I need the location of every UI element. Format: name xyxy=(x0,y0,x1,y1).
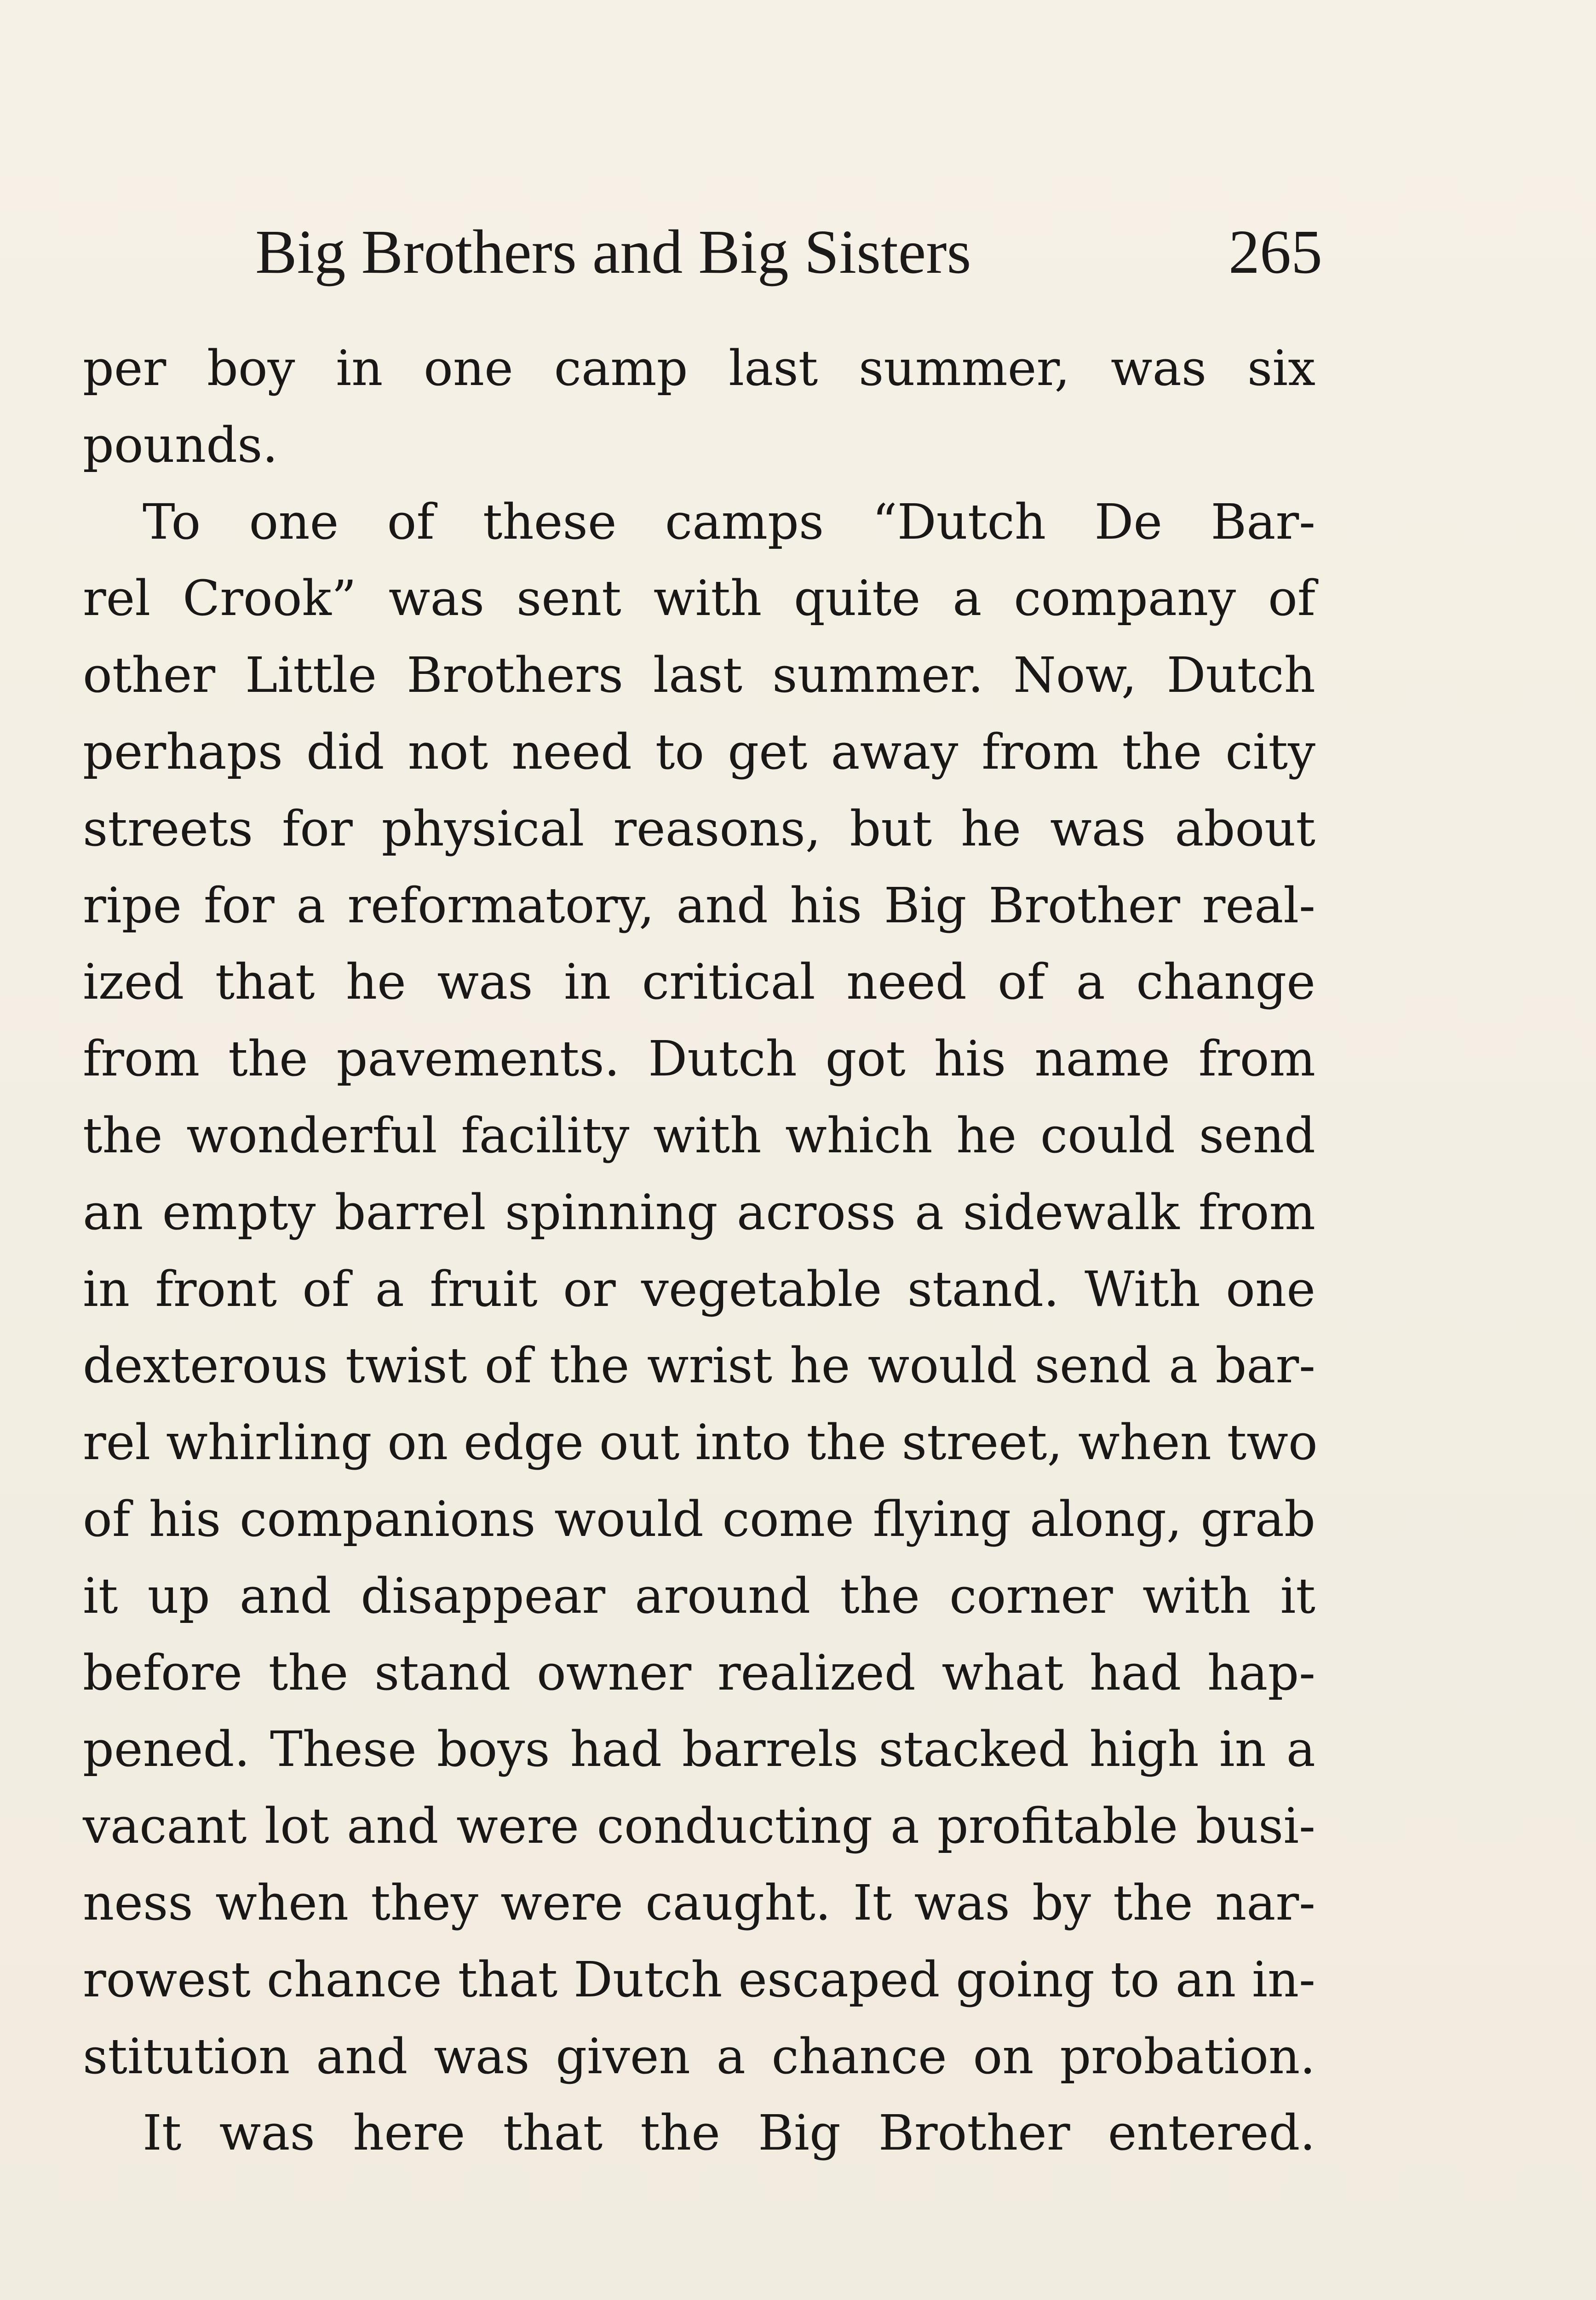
text-line: of his companions would come flying along, grab xyxy=(83,1490,1315,1547)
body-text xyxy=(83,330,1318,2172)
text-line: before the stand owner realized what had hap- xyxy=(83,1644,1315,1701)
text-line: pounds. xyxy=(83,416,278,473)
text-line: pened. These boys had barrels stacked high in a xyxy=(83,1721,1315,1778)
text-line: perhaps did not need to get away from the city xyxy=(83,723,1315,780)
text-line: it up and disappear around the corner with it xyxy=(83,1567,1315,1624)
text-line: ripe for a reformatory, and his Big Brother real- xyxy=(83,877,1315,934)
text-line: other Little Brothers last summer. Now, Dutch xyxy=(83,647,1315,704)
text-line: from the pavements. Dutch got his name from xyxy=(83,1030,1315,1087)
text-line: per boy in one camp last summer, was six xyxy=(83,340,1315,397)
text-line: rel Crook” was sent with quite a company of xyxy=(83,570,1315,627)
text-line: stitution and was given a chance on probation. xyxy=(83,2028,1315,2085)
text-line: To one of these camps “Dutch De Bar- xyxy=(143,493,1315,550)
text-line: rowest chance that Dutch escaped going to an in- xyxy=(83,1951,1315,2008)
text-line: vacant lot and were conducting a profitable busi- xyxy=(83,1798,1315,1855)
running-title: Big Brothers and Big Sisters xyxy=(255,218,971,287)
text-line: streets for physical reasons, but he was about xyxy=(83,800,1315,857)
page-number: 265 xyxy=(1229,218,1322,287)
text-line: rel whirling on edge out into the street, when two xyxy=(83,1414,1318,1471)
text-line: in front of a fruit or vegetable stand. With one xyxy=(83,1260,1315,1317)
text-line: an empty barrel spinning across a sidewalk from xyxy=(83,1184,1315,1241)
page-header xyxy=(255,216,1322,308)
text-line: ness when they were caught. It was by the nar- xyxy=(83,1874,1315,1931)
text-line: dexterous twist of the wrist he would send a bar- xyxy=(83,1337,1315,1394)
text-line: the wonderful facility with which he could send xyxy=(83,1107,1315,1164)
text-line: ized that he was in critical need of a change xyxy=(83,954,1315,1011)
text-line: It was here that the Big Brother entered. xyxy=(143,2104,1315,2162)
